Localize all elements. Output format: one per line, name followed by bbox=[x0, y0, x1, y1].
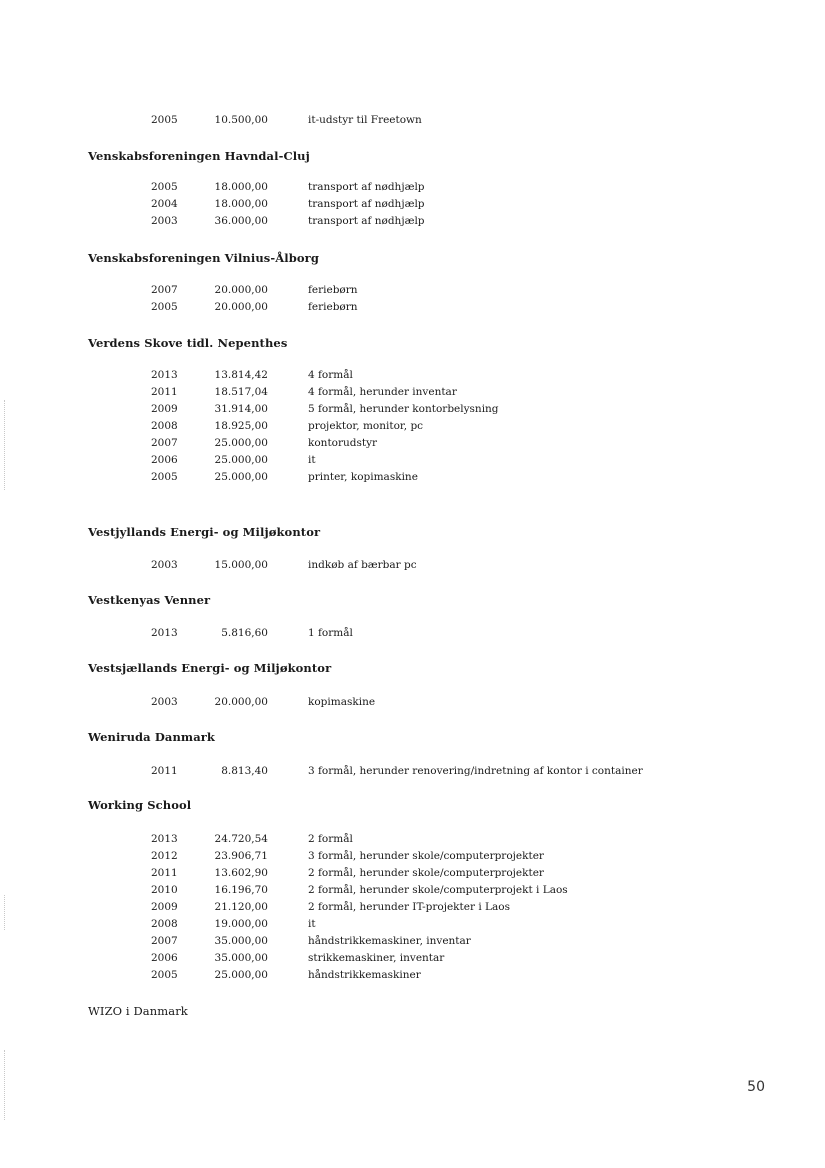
grant-year: 2006 bbox=[151, 952, 178, 964]
grant-purpose: 4 formål, herunder inventar bbox=[308, 386, 457, 398]
grant-year: 2003 bbox=[151, 215, 178, 227]
grant-year: 2005 bbox=[151, 181, 178, 193]
grant-amount: 36.000,00 bbox=[214, 215, 268, 227]
grant-purpose: 2 formål, herunder skole/computerprojekter bbox=[308, 867, 544, 879]
grant-year: 2007 bbox=[151, 284, 178, 296]
organization-heading: Vestkenyas Venner bbox=[88, 593, 211, 607]
grant-row bbox=[0, 969, 825, 986]
grant-amount: 25.000,00 bbox=[214, 471, 268, 483]
grant-amount: 20.000,00 bbox=[214, 696, 268, 708]
grant-year: 2013 bbox=[151, 369, 178, 381]
grant-amount: 13.814,42 bbox=[214, 369, 268, 381]
grant-row bbox=[0, 437, 825, 454]
grant-row bbox=[0, 918, 825, 935]
page-number: 50 bbox=[747, 1079, 765, 1095]
grant-year: 2007 bbox=[151, 437, 178, 449]
grant-row bbox=[0, 403, 825, 420]
grant-amount: 10.500,00 bbox=[214, 114, 268, 126]
grant-purpose: feriebørn bbox=[308, 284, 358, 296]
grant-amount: 20.000,00 bbox=[214, 301, 268, 313]
grant-amount: 31.914,00 bbox=[214, 403, 268, 415]
grant-purpose: 2 formål bbox=[308, 833, 353, 845]
grant-row bbox=[0, 454, 825, 471]
grant-amount: 19.000,00 bbox=[214, 918, 268, 930]
grant-purpose: feriebørn bbox=[308, 301, 358, 313]
grant-purpose: it bbox=[308, 918, 316, 930]
grant-year: 2009 bbox=[151, 403, 178, 415]
grant-row bbox=[0, 627, 825, 644]
grant-purpose: 4 formål bbox=[308, 369, 353, 381]
grant-row bbox=[0, 386, 825, 403]
grant-purpose: 2 formål, herunder skole/computerprojekt i Laos bbox=[308, 884, 568, 896]
grant-purpose: printer, kopimaskine bbox=[308, 471, 418, 483]
grant-purpose: kopimaskine bbox=[308, 696, 376, 708]
scan-edge-mark bbox=[4, 895, 7, 930]
grant-row bbox=[0, 114, 825, 131]
grant-amount: 5.816,60 bbox=[221, 627, 268, 639]
grant-amount: 21.120,00 bbox=[214, 901, 268, 913]
grant-purpose: 3 formål, herunder skole/computerprojekter bbox=[308, 850, 544, 862]
grant-amount: 15.000,00 bbox=[214, 559, 268, 571]
grant-year: 2006 bbox=[151, 454, 178, 466]
grant-amount: 18.925,00 bbox=[214, 420, 268, 432]
grant-amount: 25.000,00 bbox=[214, 454, 268, 466]
grant-amount: 8.813,40 bbox=[221, 765, 268, 777]
grant-purpose: indkøb af bærbar pc bbox=[308, 559, 417, 571]
grant-amount: 18.000,00 bbox=[214, 181, 268, 193]
grant-purpose: kontorudstyr bbox=[308, 437, 378, 449]
grant-amount: 18.000,00 bbox=[214, 198, 268, 210]
grant-year: 2004 bbox=[151, 198, 178, 210]
organization-heading: Venskabsforeningen Vilnius-Ålborg bbox=[88, 251, 319, 265]
grant-year: 2013 bbox=[151, 627, 178, 639]
grant-amount: 35.000,00 bbox=[214, 952, 268, 964]
grant-amount: 25.000,00 bbox=[214, 969, 268, 981]
organization-heading: Working School bbox=[88, 798, 192, 812]
grant-row bbox=[0, 935, 825, 952]
organization-heading: Verdens Skove tidl. Nepenthes bbox=[88, 336, 288, 350]
grant-year: 2008 bbox=[151, 918, 178, 930]
grant-year: 2012 bbox=[151, 850, 178, 862]
organization-heading: Vestjyllands Energi- og Miljøkontor bbox=[88, 525, 321, 539]
scan-edge-mark bbox=[4, 400, 7, 490]
grant-purpose: 2 formål, herunder IT-projekter i Laos bbox=[308, 901, 510, 913]
grant-amount: 23.906,71 bbox=[214, 850, 268, 862]
grant-purpose: it bbox=[308, 454, 316, 466]
organization-heading: Venskabsforeningen Havndal-Cluj bbox=[88, 149, 310, 163]
grant-year: 2010 bbox=[151, 884, 178, 896]
grant-row bbox=[0, 181, 825, 198]
grant-row bbox=[0, 471, 825, 488]
grant-purpose: transport af nødhjælp bbox=[308, 215, 425, 227]
grant-purpose: strikkemaskiner, inventar bbox=[308, 952, 445, 964]
grant-year: 2013 bbox=[151, 833, 178, 845]
grant-row bbox=[0, 301, 825, 318]
grant-year: 2005 bbox=[151, 301, 178, 313]
grant-row bbox=[0, 884, 825, 901]
grant-purpose: transport af nødhjælp bbox=[308, 198, 425, 210]
grant-purpose: 3 formål, herunder renovering/indretning af kontor i container bbox=[308, 765, 643, 777]
grant-year: 2003 bbox=[151, 696, 178, 708]
grant-row bbox=[0, 215, 825, 232]
grant-amount: 35.000,00 bbox=[214, 935, 268, 947]
grant-purpose: projektor, monitor, pc bbox=[308, 420, 424, 432]
grant-row bbox=[0, 867, 825, 884]
grant-year: 2007 bbox=[151, 935, 178, 947]
grant-purpose: håndstrikkemaskiner bbox=[308, 969, 421, 981]
grant-row bbox=[0, 850, 825, 867]
grant-amount: 18.517,04 bbox=[214, 386, 268, 398]
grant-purpose: transport af nødhjælp bbox=[308, 181, 425, 193]
grant-year: 2011 bbox=[151, 386, 178, 398]
scan-edge-mark bbox=[4, 1050, 7, 1120]
grant-row bbox=[0, 765, 825, 782]
grant-year: 2003 bbox=[151, 559, 178, 571]
grant-purpose: 5 formål, herunder kontorbelysning bbox=[308, 403, 499, 415]
grant-row bbox=[0, 696, 825, 713]
grant-row bbox=[0, 901, 825, 918]
grant-year: 2011 bbox=[151, 867, 178, 879]
grant-amount: 25.000,00 bbox=[214, 437, 268, 449]
grant-amount: 24.720,54 bbox=[214, 833, 268, 845]
grant-row bbox=[0, 559, 825, 576]
grant-amount: 16.196,70 bbox=[214, 884, 268, 896]
grant-year: 2005 bbox=[151, 969, 178, 981]
grant-row bbox=[0, 952, 825, 969]
organization-heading: WIZO i Danmark bbox=[88, 1004, 188, 1018]
grant-year: 2008 bbox=[151, 420, 178, 432]
grant-purpose: it-udstyr til Freetown bbox=[308, 114, 422, 126]
grant-amount: 13.602,90 bbox=[214, 867, 268, 879]
grant-year: 2011 bbox=[151, 765, 178, 777]
grant-amount: 20.000,00 bbox=[214, 284, 268, 296]
grant-year: 2005 bbox=[151, 114, 178, 126]
grant-row bbox=[0, 198, 825, 215]
grant-purpose: håndstrikkemaskiner, inventar bbox=[308, 935, 471, 947]
grant-row bbox=[0, 369, 825, 386]
grant-row bbox=[0, 284, 825, 301]
grant-year: 2009 bbox=[151, 901, 178, 913]
grant-year: 2005 bbox=[151, 471, 178, 483]
grant-row bbox=[0, 833, 825, 850]
organization-heading: Vestsjællands Energi- og Miljøkontor bbox=[88, 661, 332, 675]
grant-row bbox=[0, 420, 825, 437]
grant-purpose: 1 formål bbox=[308, 627, 353, 639]
organization-heading: Weniruda Danmark bbox=[88, 730, 215, 744]
